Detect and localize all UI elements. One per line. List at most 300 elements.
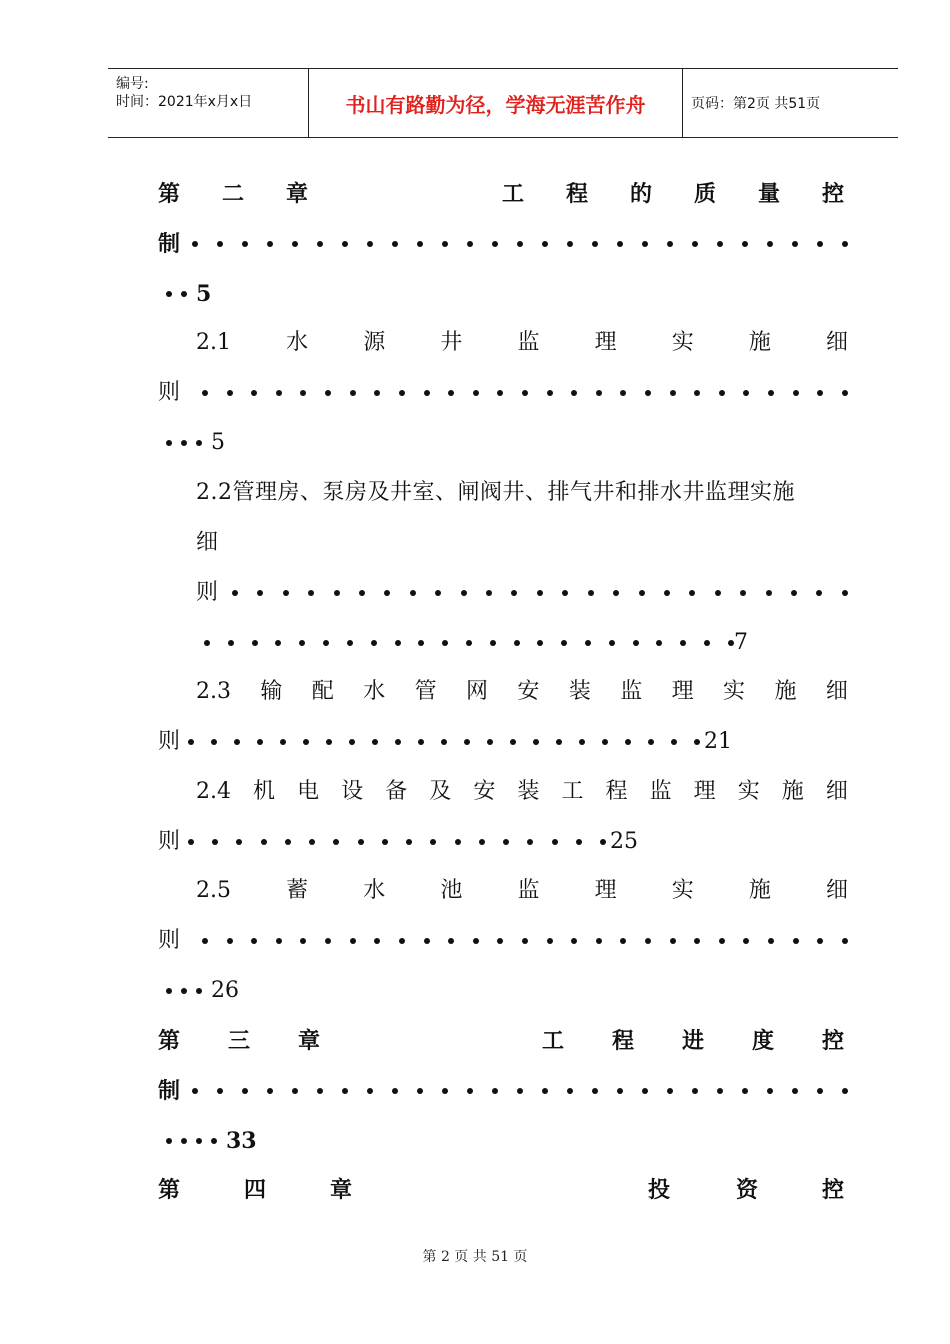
leader-dot	[473, 390, 479, 396]
leader-dot	[399, 390, 405, 396]
section-2-1-title-char: 实	[671, 330, 694, 355]
leader-dot	[300, 390, 306, 396]
section-2-5-title-number: 2.5	[196, 878, 231, 903]
leader-dot	[497, 938, 503, 944]
leader-dot	[792, 1088, 798, 1094]
section-2-1-page-number: 5	[211, 430, 225, 455]
section-2-1-title-number: 2.1	[196, 330, 231, 355]
section-2-4-title-char: 监	[649, 779, 672, 804]
leader-dot	[275, 640, 281, 646]
leader-dot	[567, 1088, 573, 1094]
leader-dot	[842, 590, 848, 596]
leader-dot	[522, 938, 528, 944]
leader-dot	[347, 640, 353, 646]
leader-dot	[487, 739, 493, 745]
leader-dot	[181, 988, 187, 994]
chapter-4-title-char: 资	[736, 1177, 759, 1203]
leader-dot	[527, 839, 533, 845]
leader-dot	[592, 1088, 598, 1094]
leader-dot	[664, 590, 670, 596]
leader-dot	[212, 839, 218, 845]
section-2-3-title-char: 装	[568, 679, 591, 704]
leader-dots	[188, 739, 700, 745]
leader-dot	[276, 390, 282, 396]
leader-dot	[602, 739, 608, 745]
section-2-3-title-char: 监	[620, 679, 643, 704]
section-2-1-title-char: 施	[748, 330, 771, 355]
section-2-4-title-char: 细	[825, 779, 848, 804]
leader-dot	[430, 839, 436, 845]
leader-dot	[816, 590, 822, 596]
leader-dot	[715, 590, 721, 596]
leader-dot	[768, 390, 774, 396]
leader-dot	[181, 440, 187, 446]
section-2-1-title-char: 水	[286, 330, 309, 355]
leader-dot	[743, 390, 749, 396]
leader-dots	[166, 988, 211, 994]
leader-dot	[257, 590, 263, 596]
date-label: 时间：2021年x月x日	[116, 94, 253, 110]
leader-dot	[656, 640, 662, 646]
leader-dot	[202, 390, 208, 396]
leader-dot	[642, 241, 648, 247]
chapter-3-page	[166, 1126, 306, 1156]
leader-dot	[192, 1088, 198, 1094]
leader-dot	[692, 241, 698, 247]
leader-dot	[694, 739, 700, 745]
leader-dot	[503, 839, 509, 845]
leader-dot	[166, 440, 172, 446]
leader-dot	[567, 241, 573, 247]
leader-dot	[349, 739, 355, 745]
section-2-3-leader	[158, 727, 732, 757]
leader-dot	[576, 839, 582, 845]
leader-dot	[571, 390, 577, 396]
section-2-5-title-char: 理	[594, 878, 617, 903]
leader-dot	[542, 241, 548, 247]
leader-dot	[202, 938, 208, 944]
leader-dot	[371, 640, 377, 646]
leader-dot	[537, 640, 543, 646]
leader-dot	[395, 640, 401, 646]
section-2-3-title-number: 2.3	[196, 679, 231, 704]
section-2-2-title: 2.2管理房、泵房及井室、闸阀井、排气井和排水井监理实施	[196, 480, 795, 505]
leader-dot	[442, 640, 448, 646]
leader-dot	[435, 590, 441, 596]
leader-dot	[547, 938, 553, 944]
leader-dot	[842, 241, 848, 247]
leader-dot	[742, 1088, 748, 1094]
chapter-2-title	[158, 179, 848, 209]
section-2-4-title-char: 施	[781, 779, 804, 804]
leader-dot	[399, 938, 405, 944]
leader-dot	[793, 938, 799, 944]
leader-dot	[392, 1088, 398, 1094]
leader-dot	[181, 291, 187, 297]
section-2-5-leader	[158, 926, 848, 956]
leader-dot	[464, 739, 470, 745]
chapter-3-title-char: 工	[542, 1028, 565, 1054]
section-2-3-title-char: 水	[363, 679, 386, 704]
leader-dot	[511, 590, 517, 596]
leader-dot	[728, 640, 734, 646]
leader-dot	[166, 291, 172, 297]
leader-dot	[768, 938, 774, 944]
leader-dot	[740, 590, 746, 596]
leader-dot	[571, 938, 577, 944]
leader-dot	[276, 938, 282, 944]
leader-dot	[192, 241, 198, 247]
section-2-5-title-char: 水	[363, 878, 386, 903]
section-2-5-title-char: 蓄	[286, 878, 309, 903]
leader-dot	[522, 390, 528, 396]
leader-dot	[367, 1088, 373, 1094]
section-2-3-title-char: 输	[260, 679, 283, 704]
chapter-3-title-char: 控	[822, 1028, 845, 1054]
leader-dot	[492, 241, 498, 247]
leader-dot	[227, 938, 233, 944]
leader-dot	[204, 640, 210, 646]
leader-dot	[817, 1088, 823, 1094]
leader-dot	[625, 739, 631, 745]
leader-dot	[817, 390, 823, 396]
leader-dot	[562, 590, 568, 596]
chapter-3-title-char: 第	[158, 1028, 181, 1054]
leader-dot	[842, 1088, 848, 1094]
section-2-5-title-char: 细	[825, 878, 848, 903]
chapter-2-title-char: 二	[222, 181, 245, 207]
section-2-4-title	[196, 777, 848, 807]
leader-dot	[645, 390, 651, 396]
leader-dot	[561, 640, 567, 646]
chapter-3-cont: 制	[158, 1078, 181, 1104]
leader-dot	[196, 988, 202, 994]
leader-dots	[192, 241, 848, 247]
section-2-3-title-char: 安	[517, 679, 540, 704]
leader-dot	[358, 839, 364, 845]
leader-dot	[490, 640, 496, 646]
leader-dot	[473, 938, 479, 944]
page-info-text: 页码：第2页 共51页	[691, 96, 821, 112]
leader-dot	[410, 590, 416, 596]
leader-dot	[424, 938, 430, 944]
leader-dot	[242, 1088, 248, 1094]
leader-dot	[689, 590, 695, 596]
section-2-2-cont: 细	[196, 530, 219, 555]
section-2-4-title-char: 工	[561, 779, 584, 804]
leader-dot	[670, 938, 676, 944]
leader-dot	[417, 1088, 423, 1094]
section-2-1-title	[196, 328, 848, 358]
section-2-4-title-char: 安	[473, 779, 496, 804]
leader-dot	[579, 739, 585, 745]
leader-dot	[467, 241, 473, 247]
section-2-1-title-char: 源	[363, 330, 386, 355]
chapter-3-title	[158, 1026, 848, 1056]
leader-dot	[585, 640, 591, 646]
leader-dots	[202, 938, 848, 944]
section-2-4-title-char: 程	[605, 779, 628, 804]
section-2-4-title-char: 电	[297, 779, 320, 804]
leader-dot	[441, 739, 447, 745]
leader-dot	[514, 640, 520, 646]
leader-dot	[166, 1138, 172, 1144]
leader-dot	[442, 241, 448, 247]
leader-dot	[267, 241, 273, 247]
leader-dot	[791, 590, 797, 596]
leader-dot	[633, 640, 639, 646]
leader-dot	[217, 1088, 223, 1094]
chapter-4-title-char: 第	[158, 1177, 181, 1203]
chapter-2-title-char: 第	[158, 181, 181, 207]
section-2-4-leader	[158, 827, 638, 857]
leader-dot	[556, 739, 562, 745]
chapter-3-leader	[158, 1076, 848, 1106]
leader-dot	[166, 988, 172, 994]
section-2-1-title-char: 监	[517, 330, 540, 355]
section-2-4-title-char: 机	[253, 779, 276, 804]
chapter-2-title-char: 工	[502, 181, 525, 207]
leader-dot	[442, 1088, 448, 1094]
leader-dot	[333, 839, 339, 845]
leader-dot	[342, 241, 348, 247]
section-2-3-title-char: 施	[774, 679, 797, 704]
chapter-4-title-char: 章	[330, 1177, 353, 1203]
chapter-4-title	[158, 1175, 848, 1205]
section-2-4-title-char: 实	[737, 779, 760, 804]
leader-dot	[424, 390, 430, 396]
section-2-4-leader-cont: 则	[158, 829, 181, 854]
leader-dot	[552, 839, 558, 845]
leader-dot	[384, 590, 390, 596]
leader-dot	[667, 241, 673, 247]
leader-dot	[350, 390, 356, 396]
leader-dot	[252, 640, 258, 646]
leader-dot	[374, 390, 380, 396]
leader-dot	[292, 1088, 298, 1094]
section-2-3-title-char: 细	[825, 679, 848, 704]
section-2-4-leader-number: 25	[610, 829, 638, 854]
leader-dot	[326, 739, 332, 745]
leader-dot	[620, 390, 626, 396]
leader-dot	[694, 390, 700, 396]
leader-dot	[392, 241, 398, 247]
section-2-5-title-char: 实	[671, 878, 694, 903]
leader-dot	[334, 590, 340, 596]
leader-dot	[395, 739, 401, 745]
leader-dot	[537, 590, 543, 596]
leader-dot	[767, 241, 773, 247]
leader-dot	[359, 590, 365, 596]
section-2-5-title-char: 监	[517, 878, 540, 903]
chapter-2-title-char: 控	[822, 181, 845, 207]
leader-dot	[497, 390, 503, 396]
leader-dot	[280, 739, 286, 745]
leader-dot	[232, 590, 238, 596]
leader-dot	[418, 739, 424, 745]
leader-dots	[166, 440, 211, 446]
leader-dot	[300, 938, 306, 944]
chapter-3-title-char: 度	[752, 1028, 775, 1054]
leader-dot	[261, 839, 267, 845]
leader-dot	[667, 1088, 673, 1094]
section-2-5-title-char: 池	[440, 878, 463, 903]
leader-dot	[588, 590, 594, 596]
leader-dot	[766, 590, 772, 596]
chapter-2-page-line	[166, 279, 246, 309]
leader-dot	[719, 938, 725, 944]
header-motto: 书山有路勤为径，学海无涯苦作舟	[308, 69, 683, 137]
leader-dot	[542, 1088, 548, 1094]
section-2-3-title-char: 网	[466, 679, 489, 704]
leader-dot	[217, 241, 223, 247]
section-2-4-title-number: 2.4	[196, 779, 231, 804]
leader-dot	[600, 839, 606, 845]
section-2-4-title-char: 设	[341, 779, 364, 804]
section-2-2-page	[204, 628, 764, 658]
leader-dot	[181, 1138, 187, 1144]
leader-dot	[242, 241, 248, 247]
leader-dot	[461, 590, 467, 596]
leader-dot	[639, 590, 645, 596]
chapter-2-title-char: 章	[286, 181, 309, 207]
leader-dots	[166, 1138, 226, 1144]
leader-dot	[704, 640, 710, 646]
leader-dot	[323, 640, 329, 646]
leader-dot	[767, 1088, 773, 1094]
leader-dot	[455, 839, 461, 845]
leader-dot	[303, 739, 309, 745]
leader-dot	[642, 1088, 648, 1094]
section-2-1-title-char: 井	[440, 330, 463, 355]
section-2-3-title-char: 管	[414, 679, 437, 704]
section-2-2-page-number: 7	[734, 630, 748, 655]
chapter-4-title-char: 控	[822, 1177, 845, 1203]
leader-dot	[596, 390, 602, 396]
leader-dot	[251, 938, 257, 944]
section-2-5-page	[166, 976, 466, 1006]
leader-dot	[792, 241, 798, 247]
leader-dot	[533, 739, 539, 745]
leader-dot	[645, 938, 651, 944]
leader-dot	[692, 1088, 698, 1094]
chapter-3-page-number: 33	[226, 1128, 257, 1154]
section-2-4-title-char: 备	[385, 779, 408, 804]
leader-dot	[448, 938, 454, 944]
number-label: 编号:	[116, 76, 149, 92]
section-2-5-page-number: 26	[211, 978, 239, 1003]
leader-dots	[204, 640, 734, 646]
leader-dot	[325, 390, 331, 396]
leader-dot	[592, 241, 598, 247]
chapter-2-page-number: 5	[196, 281, 212, 307]
leader-dot	[227, 390, 233, 396]
leader-dot	[342, 1088, 348, 1094]
leader-dot	[236, 839, 242, 845]
leader-dot	[267, 1088, 273, 1094]
section-2-3-title-char: 配	[311, 679, 334, 704]
leader-dot	[510, 739, 516, 745]
leader-dot	[717, 241, 723, 247]
leader-dot	[257, 739, 263, 745]
chapter-2-title-char: 量	[758, 181, 781, 207]
leader-dot	[617, 1088, 623, 1094]
leader-dot	[467, 1088, 473, 1094]
leader-dot	[492, 1088, 498, 1094]
leader-dot	[842, 938, 848, 944]
leader-dot	[382, 839, 388, 845]
leader-dot	[717, 1088, 723, 1094]
leader-dots	[166, 291, 196, 297]
header-meta	[108, 69, 308, 137]
leader-dot	[742, 241, 748, 247]
page-header	[108, 68, 898, 138]
header-page-info	[681, 69, 898, 137]
chapter-2-leader	[158, 229, 848, 259]
section-2-1-leader-cont: 则	[158, 380, 181, 405]
section-2-4-title-char: 及	[429, 779, 452, 804]
leader-dots	[188, 839, 606, 845]
leader-dot	[719, 390, 725, 396]
leader-dot	[817, 938, 823, 944]
leader-dot	[317, 1088, 323, 1094]
chapter-2-title-char: 质	[694, 181, 717, 207]
leader-dot	[596, 938, 602, 944]
leader-dot	[309, 839, 315, 845]
leader-dot	[466, 640, 472, 646]
leader-dot	[418, 640, 424, 646]
leader-dot	[547, 390, 553, 396]
section-2-1-title-char: 理	[594, 330, 617, 355]
leader-dot	[448, 390, 454, 396]
leader-dot	[299, 640, 305, 646]
leader-dot	[372, 739, 378, 745]
leader-dot	[620, 938, 626, 944]
leader-dots	[232, 590, 848, 596]
leader-dot	[406, 839, 412, 845]
leader-dot	[517, 1088, 523, 1094]
leader-dot	[283, 590, 289, 596]
chapter-2-title-char: 的	[630, 181, 653, 207]
leader-dot	[479, 839, 485, 845]
leader-dot	[486, 590, 492, 596]
leader-dot	[817, 241, 823, 247]
leader-dot	[367, 241, 373, 247]
leader-dot	[292, 241, 298, 247]
chapter-3-title-char: 程	[612, 1028, 635, 1054]
chapter-3-title-char: 进	[682, 1028, 705, 1054]
leader-dot	[671, 739, 677, 745]
chapter-2-title-char: 程	[566, 181, 589, 207]
leader-dot	[211, 739, 217, 745]
leader-dot	[211, 1138, 217, 1144]
chapter-3-title-char: 章	[298, 1028, 321, 1054]
section-2-5-title-char: 施	[748, 878, 771, 903]
section-2-3-title-char: 实	[723, 679, 746, 704]
chapter-3-title-char: 三	[228, 1028, 251, 1054]
leader-dot	[670, 390, 676, 396]
leader-dot	[285, 839, 291, 845]
leader-dot	[374, 938, 380, 944]
leader-dot	[251, 390, 257, 396]
leader-dot	[188, 839, 194, 845]
section-2-1-leader	[158, 378, 848, 408]
section-2-3-leader-number: 21	[704, 729, 732, 754]
section-2-3-title-char: 理	[671, 679, 694, 704]
leader-dot	[842, 390, 848, 396]
leader-dot	[613, 590, 619, 596]
leader-dot	[680, 640, 686, 646]
